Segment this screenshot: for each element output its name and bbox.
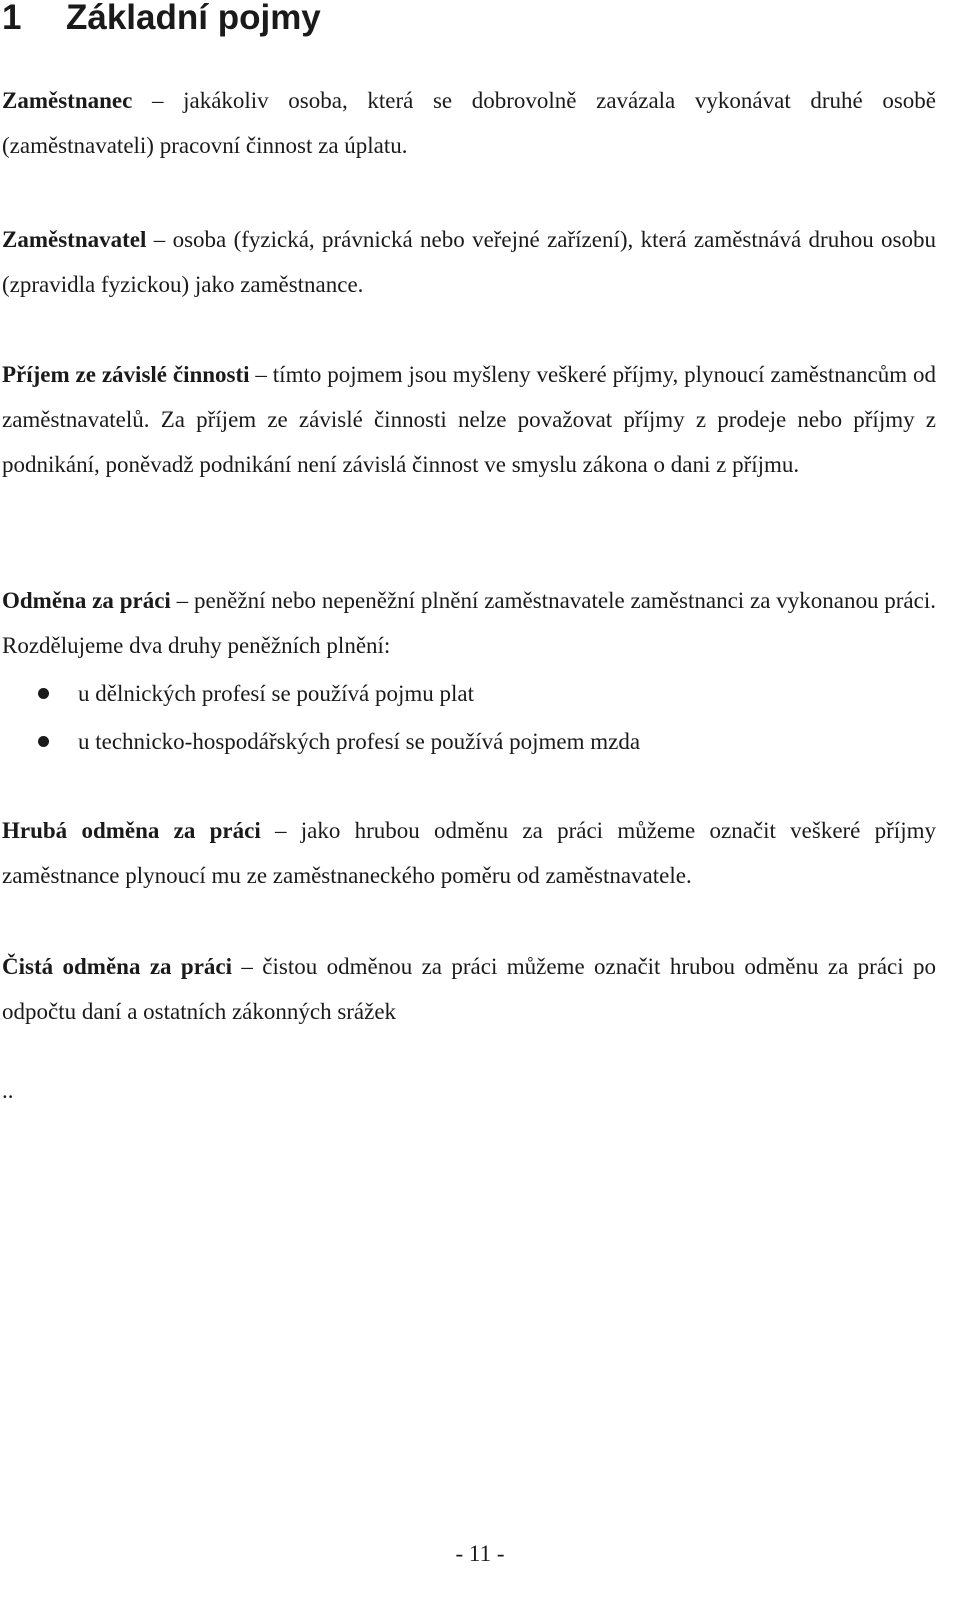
- definition-text: – čistou odměnou za práci můžeme označit hrubou odměnu za práci po odpočtu daní a ostatních zákonných srážek: [2, 954, 937, 1024]
- definition-text: – peněžní nebo nepeněžní plnění zaměstnavatele zaměstnanci za vykonanou práci. Rozdělujeme dva druhy peněžních plnění:: [2, 588, 936, 658]
- page-title: [2, 0, 321, 40]
- list-item: [0, 718, 936, 766]
- heading-title: Základní pojmy: [66, 0, 321, 37]
- page-number: - 11 -: [455, 1541, 505, 1566]
- definition-odmena-za-praci: [2, 578, 936, 668]
- definition-zamestnavatel: [2, 217, 936, 307]
- definition-term: Hrubá odměna za práci: [2, 818, 261, 843]
- list-item-text: u technicko-hospodářských profesí se používá pojmem mzda: [78, 729, 641, 754]
- definition-term: Příjem ze závislé činnosti: [2, 362, 250, 387]
- definition-term: Čistá odměna za práci: [2, 954, 233, 979]
- heading-number: 1: [2, 0, 22, 37]
- definition-text: – tímto pojmem jsou myšleny veškeré příjmy, plynoucí zaměstnancům od zaměstnavatelů. Za příjem ze závislé činnosti nelze považovat příjmy z prodeje nebo příjmy z podnikání, poněvadž podnikání není závislá činnost ve smyslu zákona o dani z příjmu.: [2, 362, 936, 477]
- definition-term: Zaměstnanec: [2, 88, 133, 113]
- bullet-list: [0, 670, 936, 766]
- definition-hruba-odmena: [2, 808, 936, 898]
- definition-term: Odměna za práci: [2, 588, 171, 613]
- definition-cista-odmena: [2, 944, 936, 1034]
- definition-prijem-ze-zavisle-cinnosti: [2, 352, 936, 487]
- definition-text: – osoba (fyzická, právnická nebo veřejné zařízení), která zaměstnává druhou osobu (zpravidla fyzickou) jako zaměstnance.: [2, 227, 936, 297]
- bullet-icon: [38, 736, 49, 747]
- list-item: [0, 670, 936, 718]
- definition-text: – jakákoliv osoba, která se dobrovolně zavázala vykonávat druhé osobě (zaměstnavateli) pracovní činnost za úplatu.: [2, 88, 936, 158]
- trailing-dots: ..: [2, 1078, 14, 1103]
- definition-term: Zaměstnavatel: [2, 227, 147, 252]
- definition-zamestnanec: [2, 78, 936, 168]
- definition-text: – jako hrubou odměnu za práci můžeme označit veškeré příjmy zaměstnance plynoucí mu ze zaměstnaneckého poměru od zaměstnavatele.: [2, 818, 936, 888]
- bullet-icon: [38, 688, 49, 699]
- list-item-text: u dělnických profesí se používá pojmu plat: [78, 681, 475, 706]
